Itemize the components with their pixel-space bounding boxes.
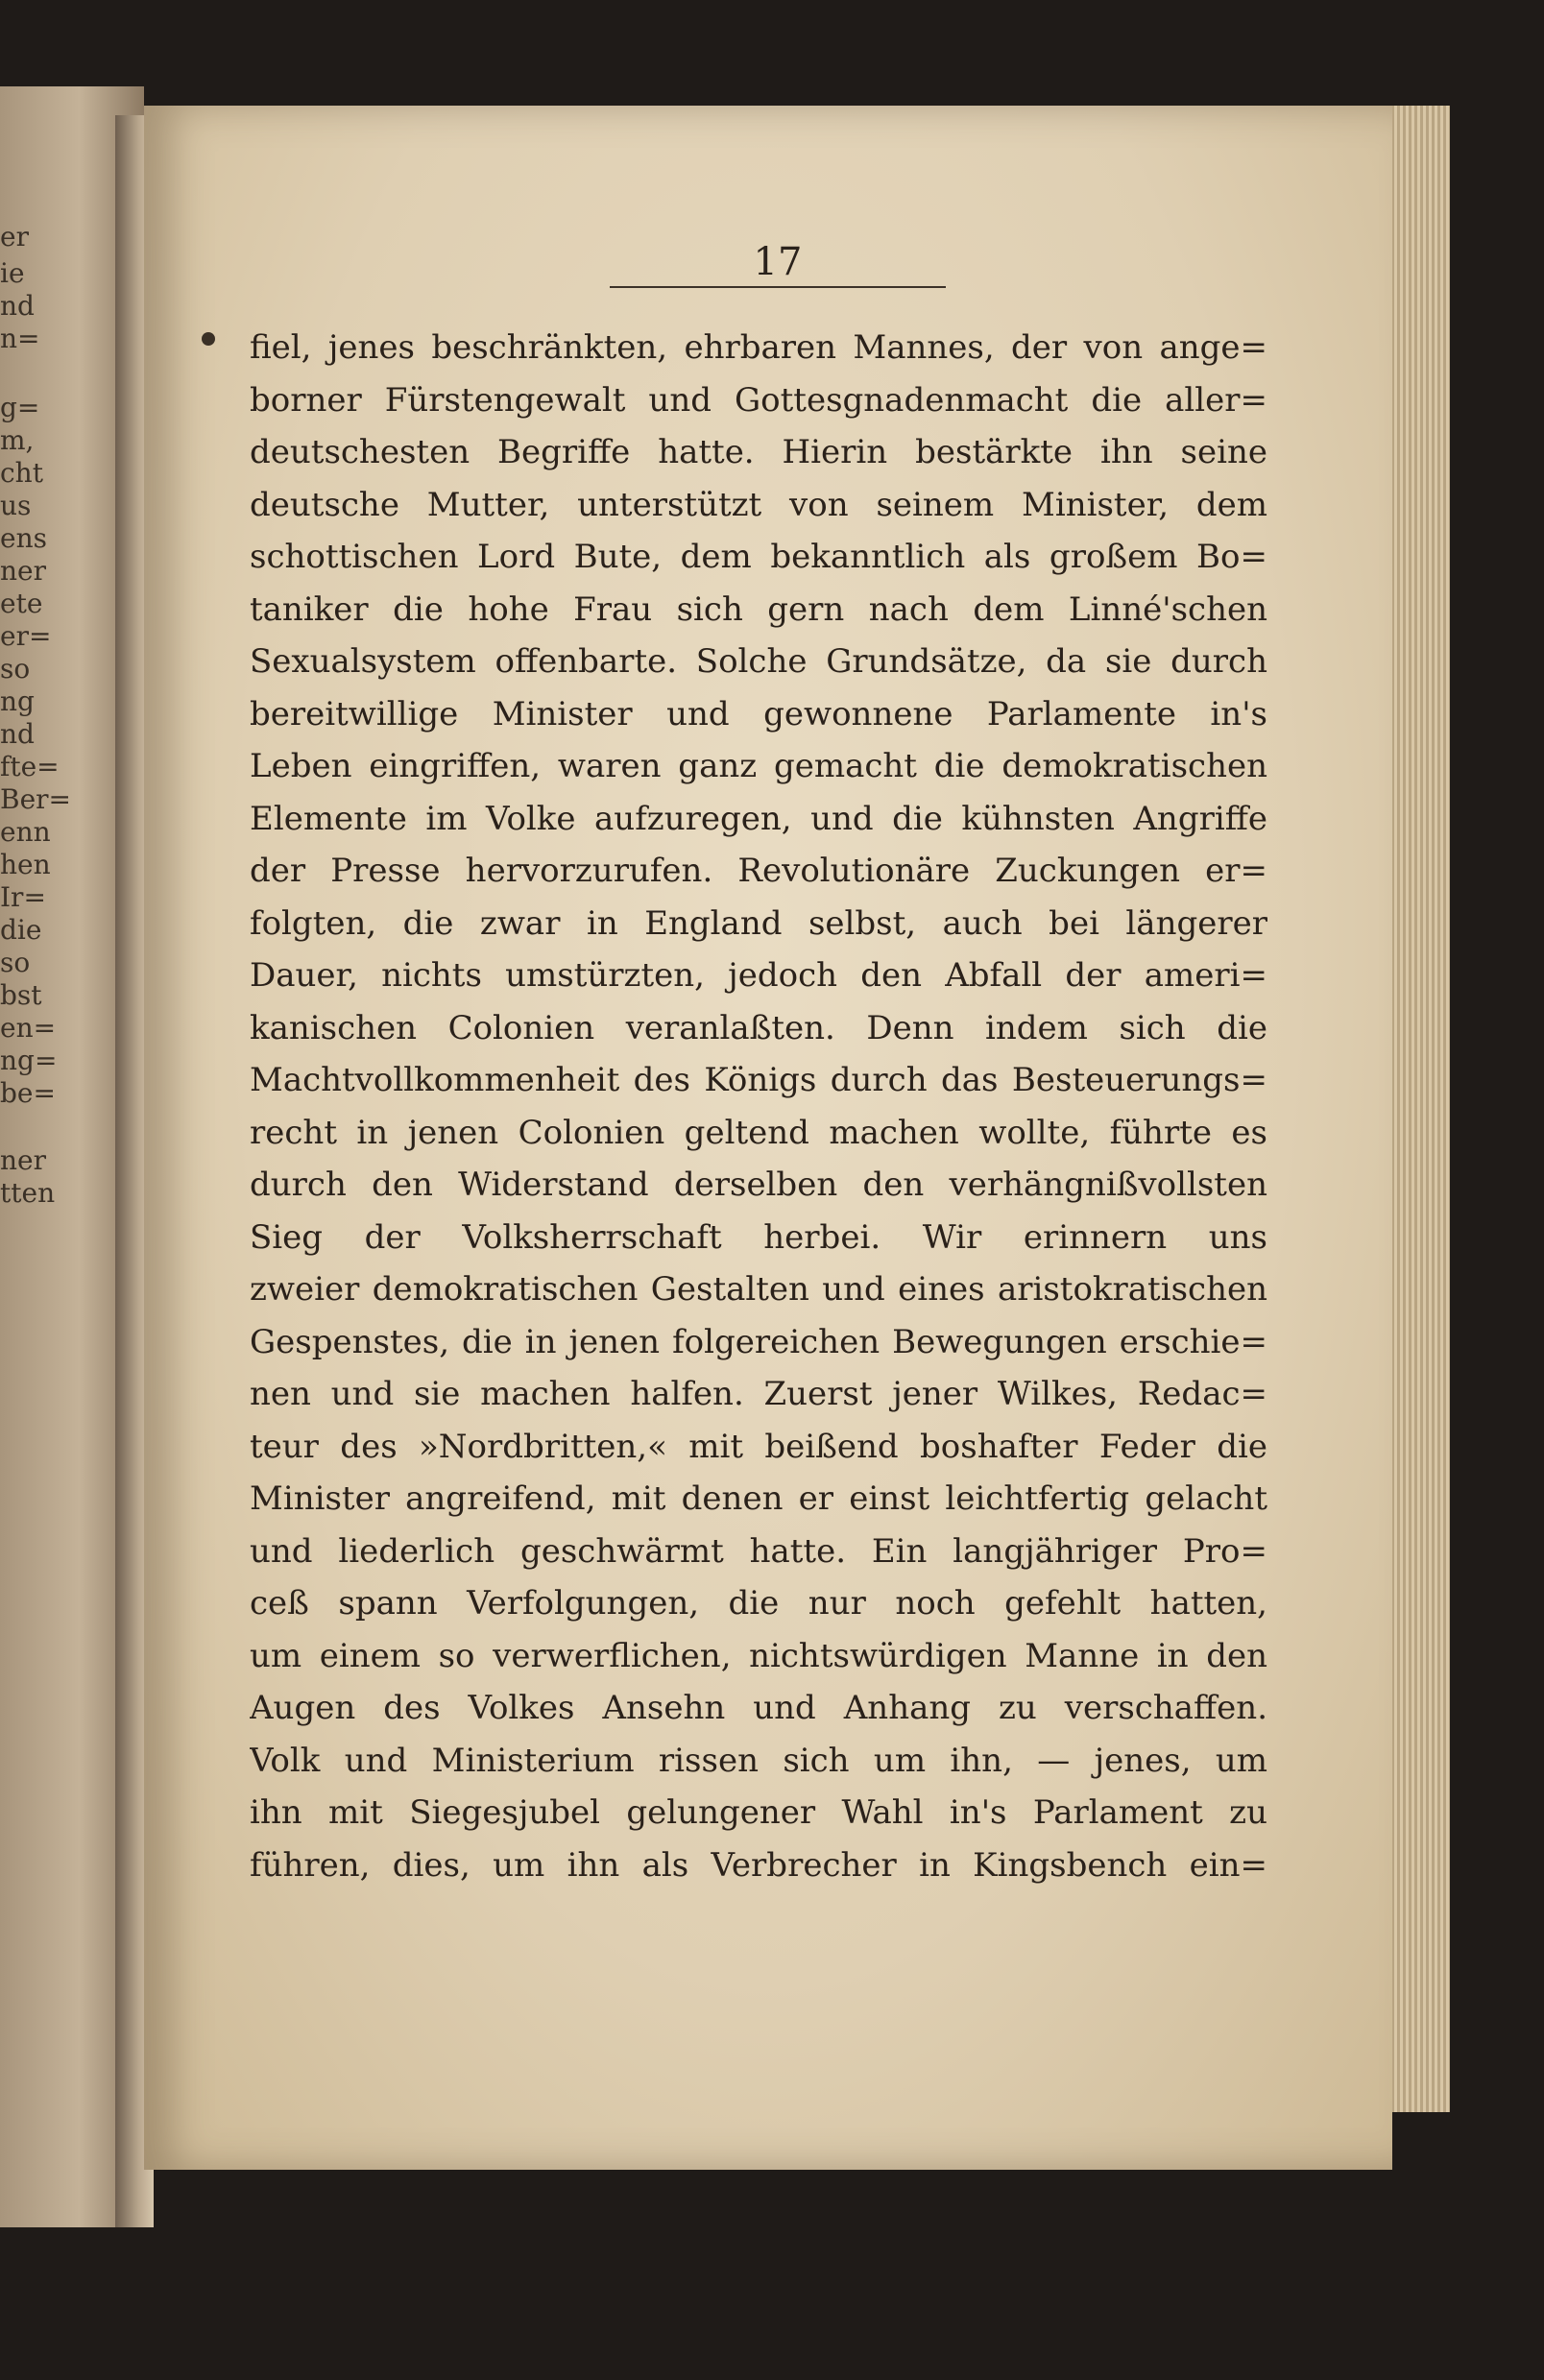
left-page-fragment: Ber= <box>0 783 71 815</box>
left-page-fragment: ner <box>0 555 46 587</box>
left-page-fragment: er <box>0 221 29 252</box>
left-page-fragment: fte= <box>0 751 60 782</box>
left-page-fragment: us <box>0 490 32 521</box>
text-line: teur des »Nordbritten,« mit beißend boshafter Feder die <box>250 1427 1267 1466</box>
margin-mark <box>202 332 215 346</box>
left-page-fragment: Ir= <box>0 881 46 913</box>
left-page-fragment: ie <box>0 257 25 289</box>
text-line: schottischen Lord Bute, dem bekanntlich als großem Bo= <box>250 538 1267 576</box>
text-line: Augen des Volkes Ansehn und Anhang zu verschaffen. <box>250 1689 1267 1727</box>
book-page <box>144 106 1392 2170</box>
text-line: zweier demokratischen Gestalten und eines aristokratischen <box>250 1270 1267 1309</box>
left-page-fragment: tten <box>0 1177 56 1209</box>
left-page-fragment: ng= <box>0 1045 58 1076</box>
text-line: taniker die hohe Frau sich gern nach dem Linné'schen <box>250 589 1267 629</box>
left-page-fragment: g= <box>0 392 40 423</box>
text-line: um einem so verwerflichen, nichtswürdigen Manne in den <box>250 1636 1267 1675</box>
text-line: Sieg der Volksherrschaft herbei. Wir erinnern uns <box>250 1217 1267 1257</box>
text-line: Machtvollkommenheit des Königs durch das Besteuerungs= <box>250 1061 1267 1099</box>
left-page-fragment: m, <box>0 424 35 456</box>
text-line: und liederlich geschwärmt hatte. Ein langjähriger Pro= <box>250 1531 1267 1571</box>
text-line: bereitwillige Minister und gewonnene Parlamente in's <box>250 694 1267 733</box>
left-page-fragment: er= <box>0 620 52 652</box>
left-page-fragment: enn <box>0 816 51 848</box>
text-line: Gespenstes, die in jenen folgereichen Bewegungen erschie= <box>250 1322 1267 1361</box>
left-page-fragment: ner <box>0 1144 46 1176</box>
page-number: 17 <box>753 240 803 284</box>
left-page-fragment: nd <box>0 718 35 750</box>
left-page-fragment: hen <box>0 849 51 880</box>
text-line: durch den Widerstand derselben den verhängnißvollsten <box>250 1166 1267 1204</box>
text-line: Leben eingriffen, waren ganz gemacht die demokratischen <box>250 747 1267 785</box>
left-page-fragment: die <box>0 914 42 946</box>
left-page-fragment: so <box>0 947 31 978</box>
text-line: kanischen Colonien veranlaßten. Denn indem sich die <box>250 1008 1267 1047</box>
left-page-fragment: ete <box>0 588 43 619</box>
text-line: Elemente im Volke aufzuregen, und die kühnsten Angriffe <box>250 799 1267 838</box>
text-line: führen, dies, um ihn als Verbrecher in Kingsbench ein= <box>250 1845 1267 1885</box>
left-page-fragment: be= <box>0 1077 56 1109</box>
left-page-fragment: n= <box>0 323 40 354</box>
text-line: deutsche Mutter, unterstützt von seinem Minister, dem <box>250 485 1267 524</box>
body-text <box>250 322 1267 1891</box>
text-line: ihn mit Siegesjubel gelungener Wahl in's Parlament zu <box>250 1793 1267 1832</box>
left-page-fragment: bst <box>0 979 42 1011</box>
left-page-fragment: ng <box>0 685 35 717</box>
header-rule <box>610 286 946 288</box>
text-line: der Presse hervorzurufen. Revolutionäre Zuckungen er= <box>250 852 1267 890</box>
text-line: deutschesten Begriffe hatte. Hierin bestärkte ihn seine <box>250 433 1267 471</box>
left-page-fragment: cht <box>0 457 43 489</box>
text-line: Dauer, nichts umstürzten, jedoch den Abfall der ameri= <box>250 956 1267 995</box>
text-line: fiel, jenes beschränkten, ehrbaren Mannes, der von ange= <box>250 328 1267 367</box>
text-line: nen und sie machen halfen. Zuerst jener Wilkes, Redac= <box>250 1375 1267 1413</box>
text-line: Minister angreifend, mit denen er einst leichtfertig gelacht <box>250 1479 1267 1518</box>
text-line: borner Fürstengewalt und Gottesgnadenmacht die aller= <box>250 380 1267 420</box>
left-page-fragment: so <box>0 653 31 685</box>
page-edges <box>1383 106 1450 2112</box>
text-line: recht in jenen Colonien geltend machen wollte, führte es <box>250 1113 1267 1152</box>
left-page-fragment: nd <box>0 290 35 322</box>
left-page-fragment: ens <box>0 522 47 554</box>
text-line: Sexualsystem offenbarte. Solche Grundsätze, da sie durch <box>250 642 1267 681</box>
text-line: Volk und Ministerium rissen sich um ihn, — jenes, um <box>250 1741 1267 1780</box>
text-line: ceß spann Verfolgungen, die nur noch gefehlt hatten, <box>250 1584 1267 1623</box>
left-page-fragment: en= <box>0 1012 57 1044</box>
text-line: folgten, die zwar in England selbst, auch bei längerer <box>250 903 1267 943</box>
